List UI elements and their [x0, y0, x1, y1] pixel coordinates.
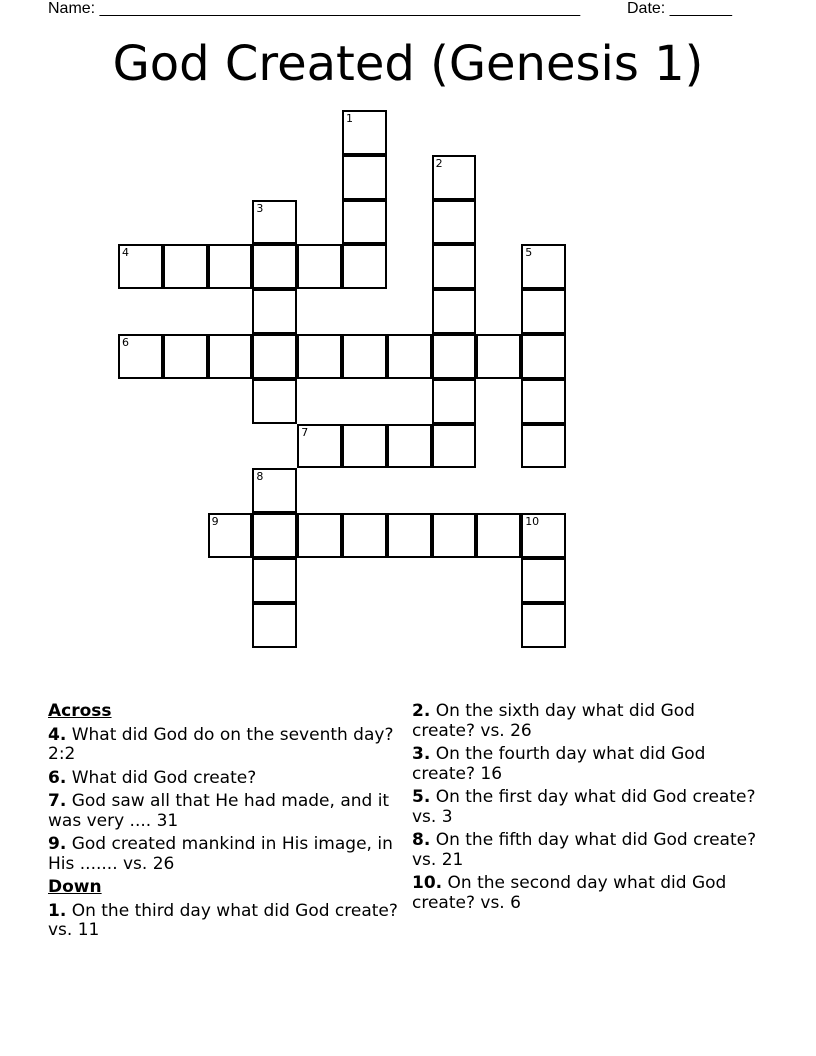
across-clue-4 [48, 726, 398, 765]
grid-cell[interactable] [342, 334, 387, 379]
clue-text: On the sixth day what did God create? vs. 26 [412, 701, 695, 741]
grid-cell[interactable] [297, 513, 342, 558]
grid-cell[interactable] [521, 424, 566, 469]
cell-number: 8 [256, 470, 264, 484]
grid-cell[interactable] [387, 424, 432, 469]
grid-cell[interactable] [342, 513, 387, 558]
grid-cell[interactable] [252, 603, 297, 648]
cell-number: 3 [256, 201, 264, 215]
clue-text: What did God create? [71, 767, 257, 788]
clue-text: On the fourth day what did God create? 16 [412, 744, 706, 784]
clue-number: 8. [412, 830, 431, 850]
cell-number: 7 [301, 425, 309, 439]
clue-text: On the third day what did God create? vs. 11 [48, 900, 398, 940]
grid-cell[interactable] [476, 334, 521, 379]
grid-cell[interactable] [163, 334, 208, 379]
grid-cell[interactable] [387, 334, 432, 379]
down-heading: Down [48, 877, 102, 897]
grid-cell[interactable] [432, 334, 477, 379]
clue-text: God created mankind in His image, in His ....... vs. 26 [48, 834, 393, 874]
clues-right-column [412, 702, 762, 917]
grid-cell[interactable] [521, 244, 566, 289]
grid-cell[interactable] [252, 244, 297, 289]
grid-cell[interactable] [297, 244, 342, 289]
cell-number: 1 [346, 112, 353, 125]
grid-cell[interactable] [208, 244, 253, 289]
grid-cell[interactable] [521, 558, 566, 603]
grid-cell[interactable] [252, 468, 297, 513]
grid-cell[interactable] [521, 379, 566, 424]
down-clue-8 [412, 831, 762, 870]
grid-cell[interactable] [252, 200, 297, 245]
down-clue-2 [412, 702, 762, 741]
cell-number: 4 [122, 246, 129, 260]
grid-cell[interactable] [252, 513, 297, 558]
grid-cell[interactable] [432, 424, 477, 469]
clue-text: God saw all that He had made, and it was very .... 31 [48, 791, 390, 831]
clue-text: On the first day what did God create? vs. 3 [412, 787, 756, 827]
date-field[interactable]: Date: _______ [627, 0, 732, 17]
down-clue-5 [412, 788, 762, 827]
clue-number: 2. [412, 701, 431, 721]
grid-cell[interactable] [342, 200, 387, 245]
clue-number: 1. [48, 900, 67, 921]
cell-number: 10 [525, 515, 540, 529]
grid-cell[interactable] [521, 513, 566, 558]
grid-cell[interactable] [252, 558, 297, 603]
clue-number: 6. [48, 767, 67, 788]
cell-number: 9 [211, 515, 219, 529]
across-clue-9 [48, 835, 398, 874]
grid-cell[interactable] [342, 155, 387, 200]
grid-cell[interactable] [521, 603, 566, 648]
grid-cell[interactable] [118, 334, 163, 379]
grid-cell[interactable] [297, 334, 342, 379]
grid-cell[interactable] [432, 379, 477, 424]
grid-cell[interactable] [432, 200, 477, 245]
across-clue-6 [48, 769, 398, 789]
clue-text: On the second day what did God create? vs. 6 [412, 873, 727, 913]
grid-cell[interactable] [432, 289, 477, 334]
cell-number: 6 [122, 336, 129, 349]
cell-number: 5 [525, 246, 533, 260]
grid-cell[interactable] [432, 244, 477, 289]
grid-cell[interactable] [432, 513, 477, 558]
grid-cell[interactable] [342, 424, 387, 469]
down-clue-10 [412, 874, 762, 913]
clue-number: 4. [48, 724, 67, 745]
grid-cell[interactable] [208, 513, 253, 558]
clues-left-column [48, 702, 398, 945]
clue-number: 9. [48, 834, 67, 854]
down-clue-3 [412, 745, 762, 784]
grid-cell[interactable] [252, 289, 297, 334]
down-clue-1 [48, 902, 398, 941]
page-title: God Created (Genesis 1) [112, 36, 704, 92]
clue-number: 7. [48, 791, 67, 811]
name-field[interactable]: Name: ______________________________________________________ [48, 0, 581, 17]
grid-cell[interactable] [342, 244, 387, 289]
grid-cell[interactable] [208, 334, 253, 379]
clue-text: On the fifth day what did God create? vs. 21 [412, 830, 757, 870]
grid-cell[interactable] [387, 513, 432, 558]
across-heading: Across [48, 701, 112, 721]
grid-cell[interactable] [342, 110, 387, 155]
clue-number: 3. [412, 744, 431, 764]
grid-cell[interactable] [118, 244, 163, 289]
clue-text: What did God do on the seventh day? 2:2 [48, 724, 394, 764]
grid-cell[interactable] [252, 379, 297, 424]
clue-number: 5. [412, 787, 431, 807]
grid-cell[interactable] [297, 424, 342, 469]
grid-cell[interactable] [521, 334, 566, 379]
grid-cell[interactable] [476, 513, 521, 558]
grid-cell[interactable] [521, 289, 566, 334]
cell-number: 2 [435, 156, 443, 170]
across-clue-7 [48, 792, 398, 831]
grid-cell[interactable] [163, 244, 208, 289]
grid-cell[interactable] [432, 155, 477, 200]
clue-number: 10. [412, 873, 443, 893]
grid-cell[interactable] [252, 334, 297, 379]
